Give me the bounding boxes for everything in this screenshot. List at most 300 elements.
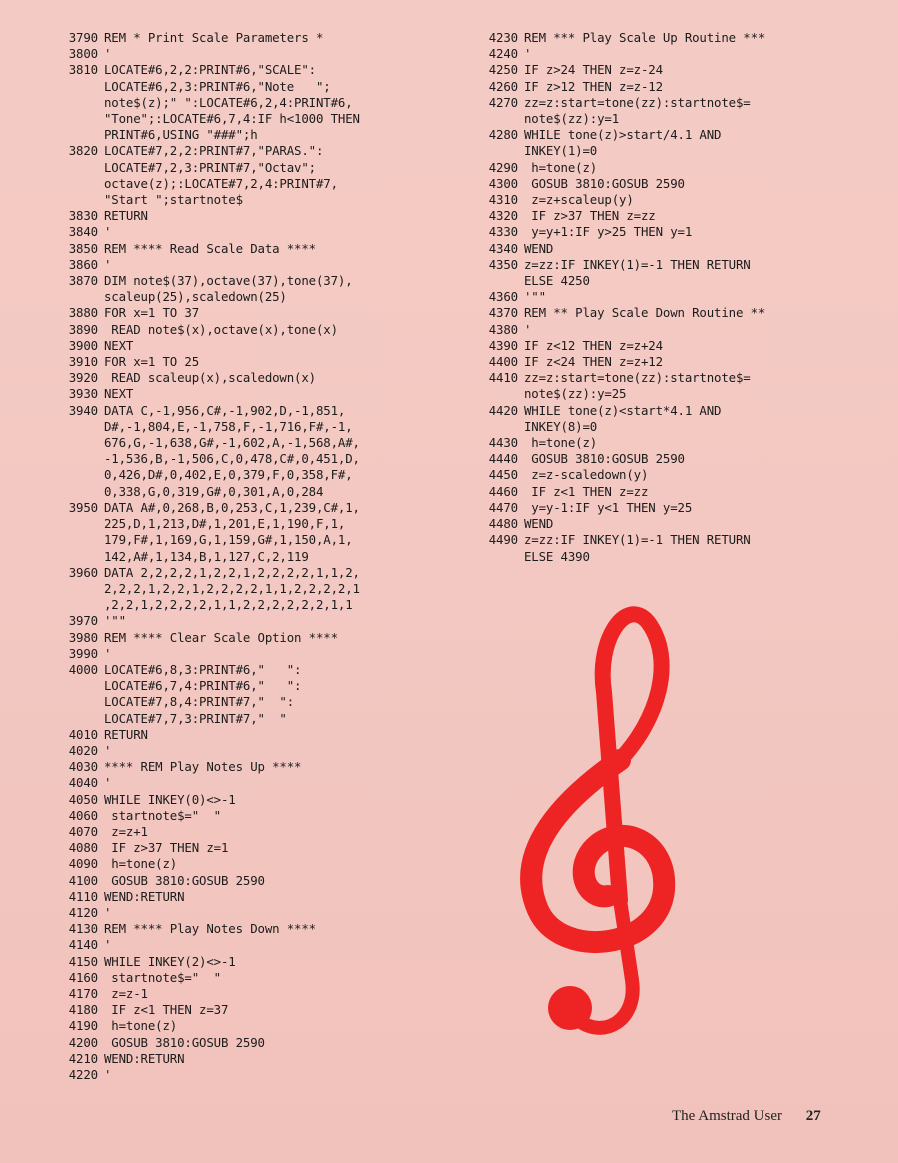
code-text: ' — [104, 256, 112, 272]
code-text: LOCATE#6,8,3:PRINT#6," ": — [104, 661, 302, 677]
code-line — [62, 46, 432, 62]
code-text: zz=z:start=tone(zz):startnote$= — [524, 94, 751, 110]
line-number — [62, 111, 104, 127]
code-line — [62, 986, 432, 1002]
code-text: WEND — [524, 240, 554, 256]
code-text: h=tone(z) — [104, 856, 178, 872]
line-number — [482, 549, 524, 565]
code-text: REM **** Play Notes Down **** — [104, 921, 316, 937]
line-number: 4050 — [68, 791, 98, 807]
code-line — [62, 630, 432, 646]
code-text: IF z<12 THEN z=z+24 — [524, 337, 663, 353]
code-line — [482, 451, 882, 467]
code-text: note$(zz):y=25 — [524, 386, 627, 402]
line-number: 4480 — [488, 516, 518, 532]
code-line — [482, 79, 882, 95]
code-line — [62, 646, 432, 662]
line-number — [62, 79, 104, 95]
code-line — [62, 549, 432, 565]
line-number: 3890 — [68, 321, 98, 337]
code-line — [62, 856, 432, 872]
code-line — [62, 532, 432, 548]
line-number: 3950 — [68, 499, 98, 515]
code-line — [62, 1002, 432, 1018]
code-text: ,2,2,1,2,2,2,2,1,1,2,2,2,2,2,2,1,1 — [104, 597, 353, 613]
code-line — [482, 467, 882, 483]
line-number: 4440 — [488, 451, 518, 467]
line-number — [62, 597, 104, 613]
code-line — [62, 419, 432, 435]
line-number — [62, 581, 104, 597]
code-line — [482, 224, 882, 240]
code-line — [62, 743, 432, 759]
code-text: IF z>12 THEN z=z-12 — [524, 78, 663, 94]
line-number: 4380 — [488, 321, 518, 337]
code-line — [62, 273, 432, 289]
line-number: 4240 — [488, 46, 518, 62]
line-number — [62, 160, 104, 176]
line-number — [62, 694, 104, 710]
line-number: 3830 — [68, 208, 98, 224]
line-number — [482, 273, 524, 289]
code-text: **** REM Play Notes Up **** — [104, 759, 302, 775]
code-text: "Start ";startnote$ — [104, 192, 243, 208]
code-line — [62, 516, 432, 532]
code-line — [62, 370, 432, 386]
line-number — [62, 419, 104, 435]
line-number — [62, 127, 104, 143]
code-text: ' — [104, 46, 112, 62]
code-line — [62, 241, 432, 257]
code-text: z=zz:IF INKEY(1)=-1 THEN RETURN — [524, 256, 751, 272]
line-number — [62, 192, 104, 208]
code-text: PRINT#6,USING "###";h — [104, 127, 258, 143]
code-text: FOR x=1 TO 37 — [104, 305, 200, 321]
line-number: 3960 — [68, 564, 98, 580]
code-line — [62, 937, 432, 953]
code-line — [482, 435, 882, 451]
code-text: LOCATE#6,2,3:PRINT#6,"Note "; — [104, 78, 331, 94]
code-line — [482, 403, 882, 419]
line-number: 4340 — [488, 240, 518, 256]
code-line — [482, 322, 882, 338]
code-text: 2,2,2,1,2,2,1,2,2,2,2,1,1,2,2,2,2,1 — [104, 580, 360, 596]
code-text: DATA C,-1,956,C#,-1,902,D,-1,851, — [104, 402, 346, 418]
line-number — [62, 467, 104, 483]
code-line — [62, 143, 432, 159]
code-line — [62, 727, 432, 743]
code-text: startnote$=" " — [104, 969, 221, 985]
line-number: 3880 — [68, 305, 98, 321]
code-line — [482, 160, 882, 176]
line-number: 4260 — [488, 78, 518, 94]
code-text: 225,D,1,213,D#,1,201,E,1,190,F,1, — [104, 516, 346, 532]
line-number — [62, 435, 104, 451]
code-text: startnote$=" " — [104, 807, 221, 823]
code-text: GOSUB 3810:GOSUB 2590 — [524, 175, 685, 191]
listing-column-right — [482, 30, 882, 565]
code-text: DATA A#,0,268,B,0,253,C,1,239,C#,1, — [104, 499, 360, 515]
code-line — [62, 403, 432, 419]
line-number: 4450 — [488, 467, 518, 483]
line-number: 3910 — [68, 354, 98, 370]
line-number: 4020 — [68, 742, 98, 758]
code-line — [62, 208, 432, 224]
line-number: 4310 — [488, 192, 518, 208]
code-line — [482, 500, 882, 516]
line-number: 3810 — [68, 62, 98, 78]
code-text: h=tone(z) — [524, 435, 598, 451]
code-text: ' — [104, 1067, 112, 1082]
code-text: ELSE 4390 — [524, 548, 590, 564]
line-number: 3990 — [68, 645, 98, 661]
code-line — [62, 1067, 432, 1083]
code-line — [62, 678, 432, 694]
code-line — [62, 160, 432, 176]
code-line — [62, 1018, 432, 1034]
code-line — [482, 289, 882, 305]
line-number — [62, 289, 104, 305]
code-text: ' — [104, 742, 112, 758]
line-number: 4330 — [488, 224, 518, 240]
line-number: 4470 — [488, 499, 518, 515]
code-line — [482, 386, 882, 402]
code-line — [62, 1035, 432, 1051]
code-line — [62, 192, 432, 208]
code-text: z=z-1 — [104, 985, 148, 1001]
code-line — [482, 305, 882, 321]
code-text: "Tone";:LOCATE#6,7,4:IF h<1000 THEN — [104, 111, 360, 127]
line-number: 4030 — [68, 759, 98, 775]
code-line — [62, 1051, 432, 1067]
code-text: ' — [104, 937, 112, 953]
code-line — [62, 467, 432, 483]
line-number: 4300 — [488, 175, 518, 191]
line-number: 4130 — [68, 921, 98, 937]
line-number: 3930 — [68, 386, 98, 402]
line-number: 4160 — [68, 969, 98, 985]
line-number — [482, 143, 524, 159]
code-line — [482, 273, 882, 289]
code-line — [62, 95, 432, 111]
code-line — [62, 322, 432, 338]
code-line — [62, 775, 432, 791]
code-text: IF z>24 THEN z=z-24 — [524, 62, 663, 78]
line-number: 4230 — [488, 30, 518, 45]
code-line — [62, 30, 432, 46]
line-number: 4140 — [68, 937, 98, 953]
code-text: IF z>37 THEN z=1 — [104, 840, 229, 856]
code-line — [482, 257, 882, 273]
code-line — [62, 873, 432, 889]
code-line — [62, 792, 432, 808]
code-line — [62, 484, 432, 500]
code-text: ' — [104, 224, 112, 240]
line-number: 4120 — [68, 904, 98, 920]
code-text: WHILE tone(z)>start/4.1 AND — [524, 127, 722, 143]
code-line — [62, 338, 432, 354]
line-number: 4150 — [68, 953, 98, 969]
code-line — [482, 516, 882, 532]
code-line — [62, 759, 432, 775]
code-text: LOCATE#7,8,4:PRINT#7," ": — [104, 694, 295, 710]
line-number — [62, 532, 104, 548]
code-text: LOCATE#6,7,4:PRINT#6," ": — [104, 678, 302, 694]
code-text: NEXT — [104, 386, 134, 402]
code-text: note$(zz):y=1 — [524, 111, 620, 127]
code-text: D#,-1,804,E,-1,758,F,-1,716,F#,-1, — [104, 418, 353, 434]
code-text: WHILE INKEY(2)<>-1 — [104, 953, 236, 969]
code-text: h=tone(z) — [524, 159, 598, 175]
code-line — [62, 921, 432, 937]
code-text: z=z-scaledown(y) — [524, 467, 649, 483]
line-number: 3900 — [68, 337, 98, 353]
code-text: 0,426,D#,0,402,E,0,379,F,0,358,F#, — [104, 467, 353, 483]
code-text: LOCATE#7,2,3:PRINT#7,"Octav"; — [104, 159, 316, 175]
code-text: REM *** Play Scale Up Routine *** — [524, 30, 766, 45]
line-number: 4360 — [488, 289, 518, 305]
code-line — [482, 419, 882, 435]
code-text: octave(z);:LOCATE#7,2,4:PRINT#7, — [104, 175, 338, 191]
line-number: 4490 — [488, 532, 518, 548]
code-text: DIM note$(37),octave(37),tone(37), — [104, 273, 353, 289]
code-text: WHILE INKEY(0)<>-1 — [104, 791, 236, 807]
code-line — [62, 954, 432, 970]
line-number: 4200 — [68, 1034, 98, 1050]
line-number: 3840 — [68, 224, 98, 240]
code-line — [62, 79, 432, 95]
line-number — [62, 95, 104, 111]
line-number: 4100 — [68, 872, 98, 888]
line-number — [62, 516, 104, 532]
code-text: READ scaleup(x),scaledown(x) — [104, 370, 316, 386]
line-number: 4390 — [488, 337, 518, 353]
line-number: 4110 — [68, 888, 98, 904]
code-line — [482, 46, 882, 62]
line-number: 4040 — [68, 775, 98, 791]
line-number: 3820 — [68, 143, 98, 159]
code-text: REM **** Clear Scale Option **** — [104, 629, 338, 645]
magazine-name: The Amstrad User — [672, 1108, 782, 1124]
code-text: z=z+1 — [104, 823, 148, 839]
listing-column-left — [62, 30, 432, 1083]
line-number: 4370 — [488, 305, 518, 321]
line-number: 4180 — [68, 1002, 98, 1018]
code-text: NEXT — [104, 337, 134, 353]
code-line — [62, 613, 432, 629]
code-line — [62, 711, 432, 727]
treble-clef-icon — [508, 600, 698, 1060]
code-line — [62, 840, 432, 856]
code-text: 142,A#,1,134,B,1,127,C,2,119 — [104, 548, 309, 564]
code-line — [482, 354, 882, 370]
line-number: 4000 — [68, 661, 98, 677]
code-line — [482, 338, 882, 354]
code-line — [482, 532, 882, 548]
line-number: 3970 — [68, 613, 98, 629]
code-text: 676,G,-1,638,G#,-1,602,A,-1,568,A#, — [104, 435, 360, 451]
code-line — [62, 889, 432, 905]
line-number: 4460 — [488, 483, 518, 499]
code-line — [62, 808, 432, 824]
line-number — [62, 711, 104, 727]
code-text: FOR x=1 TO 25 — [104, 354, 200, 370]
line-number: 4430 — [488, 435, 518, 451]
code-text: '"" — [104, 613, 126, 629]
code-text: LOCATE#7,2,2:PRINT#7,"PARAS.": — [104, 143, 324, 159]
line-number: 4290 — [488, 159, 518, 175]
line-number: 3920 — [68, 370, 98, 386]
line-number: 3790 — [68, 30, 98, 45]
code-text: WEND:RETURN — [104, 888, 185, 904]
code-line — [62, 824, 432, 840]
line-number: 4400 — [488, 354, 518, 370]
code-text: LOCATE#7,7,3:PRINT#7," " — [104, 710, 287, 726]
line-number: 4280 — [488, 127, 518, 143]
page-footer — [672, 1108, 821, 1125]
line-number: 4070 — [68, 823, 98, 839]
line-number: 4320 — [488, 208, 518, 224]
line-number: 4350 — [488, 256, 518, 272]
code-line — [62, 386, 432, 402]
code-text: WHILE tone(z)<start*4.1 AND — [524, 402, 722, 418]
code-line — [62, 257, 432, 273]
line-number — [482, 419, 524, 435]
code-text: ' — [104, 904, 112, 920]
line-number: 4220 — [68, 1067, 98, 1082]
code-line — [62, 597, 432, 613]
code-text: ' — [524, 46, 532, 62]
code-line — [482, 549, 882, 565]
code-line — [62, 305, 432, 321]
line-number: 3980 — [68, 629, 98, 645]
code-line — [482, 111, 882, 127]
code-text: -1,536,B,-1,506,C,0,478,C#,0,451,D, — [104, 451, 360, 467]
code-line — [62, 435, 432, 451]
code-line — [482, 143, 882, 159]
line-number: 4270 — [488, 94, 518, 110]
code-text: REM ** Play Scale Down Routine ** — [524, 305, 766, 321]
code-text: IF z>37 THEN z=zz — [524, 208, 656, 224]
code-text: y=y-1:IF y<1 THEN y=25 — [524, 499, 693, 515]
line-number: 4170 — [68, 985, 98, 1001]
code-text: WEND — [524, 516, 554, 532]
line-number — [62, 549, 104, 565]
code-text: ' — [104, 645, 112, 661]
code-line — [62, 581, 432, 597]
line-number: 4090 — [68, 856, 98, 872]
code-text: RETURN — [104, 208, 148, 224]
code-text: 0,338,G,0,319,G#,0,301,A,0,284 — [104, 483, 324, 499]
code-text: IF z<24 THEN z=z+12 — [524, 354, 663, 370]
code-text: scaleup(25),scaledown(25) — [104, 289, 287, 305]
line-number — [62, 484, 104, 500]
code-text: GOSUB 3810:GOSUB 2590 — [104, 872, 265, 888]
line-number: 3850 — [68, 240, 98, 256]
code-text: INKEY(1)=0 — [524, 143, 598, 159]
code-text: RETURN — [104, 726, 148, 742]
code-text: z=zz:IF INKEY(1)=-1 THEN RETURN — [524, 532, 751, 548]
code-text: READ note$(x),octave(x),tone(x) — [104, 321, 338, 337]
line-number — [482, 111, 524, 127]
code-line — [62, 500, 432, 516]
code-text: '"" — [524, 289, 546, 305]
code-line — [62, 111, 432, 127]
code-text: INKEY(8)=0 — [524, 418, 598, 434]
line-number: 4410 — [488, 370, 518, 386]
code-text: zz=z:start=tone(zz):startnote$= — [524, 370, 751, 386]
code-line — [62, 224, 432, 240]
line-number — [62, 451, 104, 467]
code-line — [482, 176, 882, 192]
code-text: ELSE 4250 — [524, 273, 590, 289]
line-number: 3940 — [68, 402, 98, 418]
code-line — [62, 970, 432, 986]
code-text: ' — [524, 321, 532, 337]
code-text: DATA 2,2,2,2,1,2,2,1,2,2,2,2,1,1,2, — [104, 564, 360, 580]
code-text: h=tone(z) — [104, 1018, 178, 1034]
code-line — [482, 241, 882, 257]
code-text: REM * Print Scale Parameters * — [104, 30, 324, 45]
code-text: GOSUB 3810:GOSUB 2590 — [524, 451, 685, 467]
code-text: y=y+1:IF y>25 THEN y=1 — [524, 224, 693, 240]
line-number: 4420 — [488, 402, 518, 418]
code-text: z=z+scaleup(y) — [524, 192, 634, 208]
line-number: 4250 — [488, 62, 518, 78]
line-number: 4190 — [68, 1018, 98, 1034]
line-number: 4210 — [68, 1050, 98, 1066]
code-text: LOCATE#6,2,2:PRINT#6,"SCALE": — [104, 62, 316, 78]
code-line — [62, 127, 432, 143]
code-line — [62, 62, 432, 78]
line-number: 4080 — [68, 840, 98, 856]
page-number: 27 — [805, 1108, 821, 1124]
code-line — [62, 565, 432, 581]
code-line — [482, 95, 882, 111]
code-line — [62, 451, 432, 467]
line-number: 4060 — [68, 807, 98, 823]
code-text: GOSUB 3810:GOSUB 2590 — [104, 1034, 265, 1050]
code-text: WEND:RETURN — [104, 1050, 185, 1066]
code-line — [482, 484, 882, 500]
line-number — [62, 176, 104, 192]
code-line — [482, 30, 882, 46]
code-line — [62, 354, 432, 370]
code-line — [62, 662, 432, 678]
code-line — [62, 176, 432, 192]
line-number — [482, 386, 524, 402]
code-line — [482, 62, 882, 78]
code-text: IF z<1 THEN z=37 — [104, 1002, 229, 1018]
line-number: 4010 — [68, 726, 98, 742]
code-text: REM **** Read Scale Data **** — [104, 240, 316, 256]
line-number: 3870 — [68, 273, 98, 289]
code-line — [62, 905, 432, 921]
code-text: ' — [104, 775, 112, 791]
line-number: 3800 — [68, 46, 98, 62]
code-line — [482, 208, 882, 224]
line-number: 3860 — [68, 256, 98, 272]
code-text: 179,F#,1,169,G,1,159,G#,1,150,A,1, — [104, 532, 353, 548]
code-text: IF z<1 THEN z=zz — [524, 483, 649, 499]
code-line — [482, 127, 882, 143]
code-line — [62, 289, 432, 305]
line-number — [62, 678, 104, 694]
code-line — [482, 192, 882, 208]
code-line — [482, 370, 882, 386]
code-text: note$(z);" ":LOCATE#6,2,4:PRINT#6, — [104, 94, 353, 110]
code-line — [62, 694, 432, 710]
